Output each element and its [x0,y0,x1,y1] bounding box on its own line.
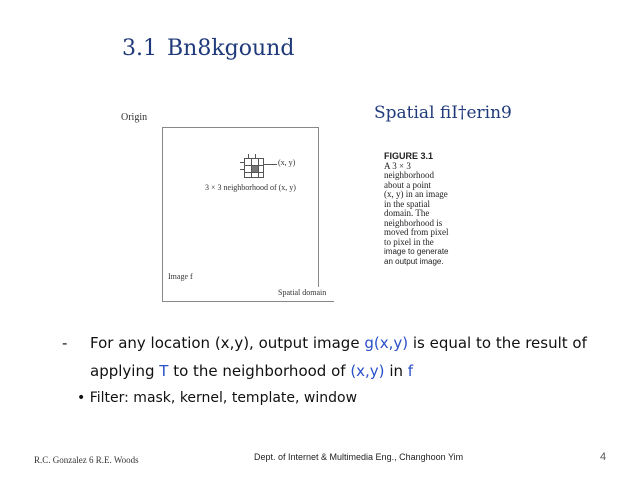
grid-cell [258,172,264,178]
spatial-filtering-heading: Spatial fiI†erin9 [374,103,512,123]
caption-line: in the spatial [384,198,430,209]
bullet-dash: - [62,334,68,352]
bullet-text-segment: to the neighborhood of [168,362,351,380]
bullet-text-segment: is equal to the result of applying [90,334,587,380]
slide-title [122,36,294,61]
spatial-domain-label: Spatial domain [278,288,327,297]
input-image-term: f [407,362,414,380]
figure-caption-heading: FIGURE 3.1 [384,151,434,161]
figure-caption [384,152,484,266]
title-text: Bn8kgound [167,36,295,61]
figure-frame-left [162,127,163,301]
page-number: 4 [600,451,607,463]
caption-line: about a point [384,179,431,190]
bullet-filter-synonyms: • Filter: mask, kernel, template, window [77,390,358,406]
footer-author: R.C. Gonzalez 6 R.E. Woods [34,455,139,465]
caption-line: domain. The [384,208,430,218]
figure-frame-right [318,127,319,287]
caption-line: (x, y) in an image [384,189,448,199]
operator-t-term: T [159,362,169,380]
caption-line: A 3 × 3 [384,160,411,171]
neighborhood-grid [240,154,264,178]
title-number: 3.1 [122,36,157,61]
neighborhood-label: 3 × 3 neighborhood of (x, y) [205,183,296,192]
caption-line: neighborhood is [384,217,443,228]
footer-department: Dept. of Internet & Multimedia Eng., Changhoon Yim [254,452,464,462]
bullet-text-segment: For any location (x,y), output image [90,334,365,352]
xy-point-label: (x, y) [278,158,296,167]
grid-tick [248,154,249,158]
figure-origin-label: Origin [121,112,148,123]
grid-tick [240,162,244,163]
figure-frame-bottom [162,301,334,302]
caption-line: neighborhood [384,170,434,180]
caption-line: moved from pixel [384,227,449,237]
grid-tick [255,154,256,158]
image-f-label: Image f [168,272,193,281]
xy-leader-line [263,164,277,165]
figure-frame-top [162,127,318,128]
caption-line: to pixel in the [384,236,434,247]
spatial-domain-figure [162,127,334,303]
bullet-text-segment: in [384,362,408,380]
bullet-text [90,329,590,385]
output-image-term: g(x,y) [364,334,409,352]
location-term: (x,y) [350,362,385,380]
caption-line: an output image. [384,256,444,266]
caption-line: image to generate [384,247,449,256]
grid-tick [240,169,244,170]
